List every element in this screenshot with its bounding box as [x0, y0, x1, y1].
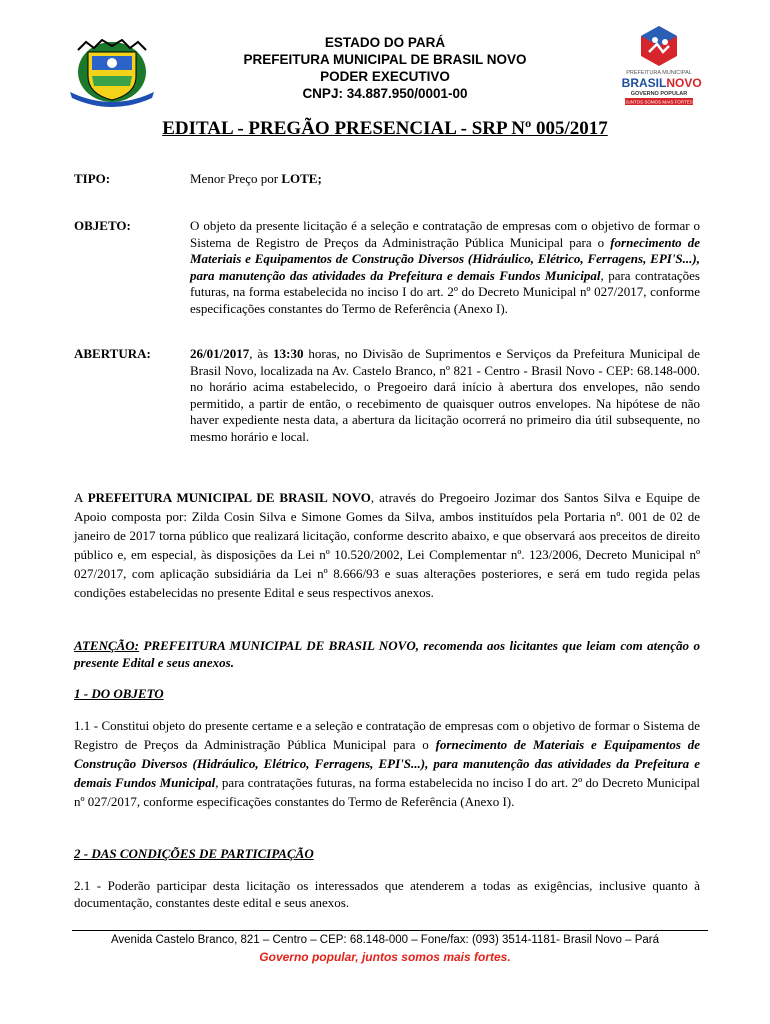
- tipo-text: Menor Preço por: [190, 171, 282, 186]
- section1-text-a: 1.1 - Constitui objeto do presente certame e a seleção e contratação de empresas com o objetivo de formar o Sistema de Registro de Preços da Administração Pública Municipal para o: [74, 718, 700, 752]
- tipo-value: [190, 171, 700, 188]
- brasil-novo-logo: [611, 22, 707, 108]
- section1-paragraph: [74, 716, 700, 811]
- objeto-value: [190, 218, 700, 317]
- objeto-text-c: , para contratações futuras, na forma estabelecida no inciso I do art. 2º do Decreto Municipal nº 027/2017, conforme especificações constantes do Termo de Referência (Anexo I).: [190, 267, 700, 316]
- abertura-text-b: horas, no Divisão de Suprimentos e Serviços da Prefeitura Municipal de Brasil Novo, localizada na Av. Castelo Branco, nº 821 - Centro - Brasil Novo - CEP: 68.148-000. no horário acima estabelecido, o Pregoeiro dará início à abertura dos envelopes, não sendo permitido, a partir de então, o recebimento de quaisquer outros envelopes. Na hipótese de não haver expediente nesta data, a abertura da licitação ocorrerá no primeiro dia útil subsequente, no mesmo horário e local.: [190, 346, 700, 444]
- document-title: EDITAL - PREGÃO PRESENCIAL - SRP Nº 005/2017: [162, 118, 608, 139]
- abertura-date: 26/01/2017: [190, 346, 250, 361]
- section1-heading: 1 - DO OBJETO: [74, 686, 164, 701]
- logo-sub-text: GOVERNO POPULAR: [630, 91, 688, 97]
- header-block: [185, 34, 585, 102]
- footer-slogan: Governo popular, juntos somos mais fortes.: [259, 950, 511, 964]
- intro-paragraph: [74, 488, 700, 602]
- section2-paragraph: 2.1 - Poderão participar desta licitação os interessados que atenderem a todas as exigências, inclusive quanto à documentação, constantes deste edital e seus anexos.: [74, 878, 700, 910]
- header-cnpj: CNPJ: 34.887.950/0001-00: [302, 86, 468, 101]
- atencao-label: ATENÇÃO:: [74, 638, 140, 653]
- abertura-text-a: , às: [249, 346, 274, 361]
- tipo-label: TIPO:: [74, 171, 111, 186]
- section1-text-c: , para contratações futuras, na forma estabelecida no inciso I do art. 2º do Decreto Municipal nº 027/2017, conforme especificações constantes do Termo de Referência (Anexo I).: [74, 775, 701, 809]
- section1-text-b: fornecimento de Materiais e Equipamentos de Construção Diversos (Hidráulico, Elétrico, Ferragens, EPI'S...), para manutenção das atividades da Prefeitura e demais Fundos Municipal: [74, 737, 700, 790]
- logo-top-text: PREFEITURA MUNICIPAL: [626, 70, 692, 76]
- header-prefeitura: PREFEITURA MUNICIPAL DE BRASIL NOVO: [243, 52, 527, 67]
- objeto-label: OBJETO:: [74, 218, 131, 233]
- footer-address: Avenida Castelo Branco, 821 – Centro – CEP: 68.148-000 – Fone/fax: (093) 3514-1181- Brasil Novo – Pará: [110, 934, 660, 946]
- logo-tagline: JUNTOS SOMOS MAIS FORTES: [625, 99, 693, 105]
- tipo-lote: LOTE;: [281, 171, 322, 186]
- objeto-text-b: fornecimento de Materiais e Equipamentos de Construção Diversos (Hidráulico, Elétrico, Ferragens, EPI'S...), para manutenção das atividades da Prefeitura e demais Fundos Municipal: [190, 234, 700, 283]
- abertura-value: [190, 346, 700, 445]
- abertura-time: 13:30: [273, 346, 304, 361]
- header-state: ESTADO DO PARÁ: [324, 35, 446, 50]
- header-poder: PODER EXECUTIVO: [320, 69, 450, 84]
- intro-text-c: , através do Pregoeiro Jozimar dos Santos Silva e Equipe de Apoio composta por: Zilda Cosin Silva e Simone Gomes da Silva, ambos instituídos pela Portaria nº. 001 de 02 de janeiro de 2017 torna público que realizará licitação, conforme descrito abaixo, e que observará aos preceitos de direito público e, em especial, às disposições da Lei nº 10.520/2002, Lei Complementar nº. 123/2006, Decreto Municipal nº 027/2017, com aplicação subsidiária da Lei nº 8.666/93 e suas alterações posteriores, e será em tudo regida pelas condições estabelecidas no presente Edital e seus respectivos anexos.: [74, 490, 701, 600]
- atencao-paragraph: [74, 637, 700, 671]
- section2-heading: 2 - DAS CONDIÇÕES DE PARTICIPAÇÃO: [74, 846, 314, 861]
- intro-text-b: PREFEITURA MUNICIPAL DE BRASIL NOVO: [87, 490, 371, 505]
- atencao-text: PREFEITURA MUNICIPAL DE BRASIL NOVO, recomenda aos licitantes que leiam com atenção o presente Edital e seus anexos.: [74, 638, 700, 670]
- coat-of-arms-logo: [66, 36, 158, 108]
- objeto-text-a: O objeto da presente licitação é a seleção e contratação de empresas com o objetivo de formar o Sistema de Registro de Preços da Administração Pública Municipal para o: [190, 218, 700, 250]
- abertura-label: ABERTURA:: [74, 346, 151, 361]
- footer-divider: [72, 930, 708, 931]
- logo-name-b: NOVO: [666, 76, 702, 90]
- logo-name-a: BRASIL: [621, 76, 667, 90]
- intro-text-a: A: [74, 490, 88, 505]
